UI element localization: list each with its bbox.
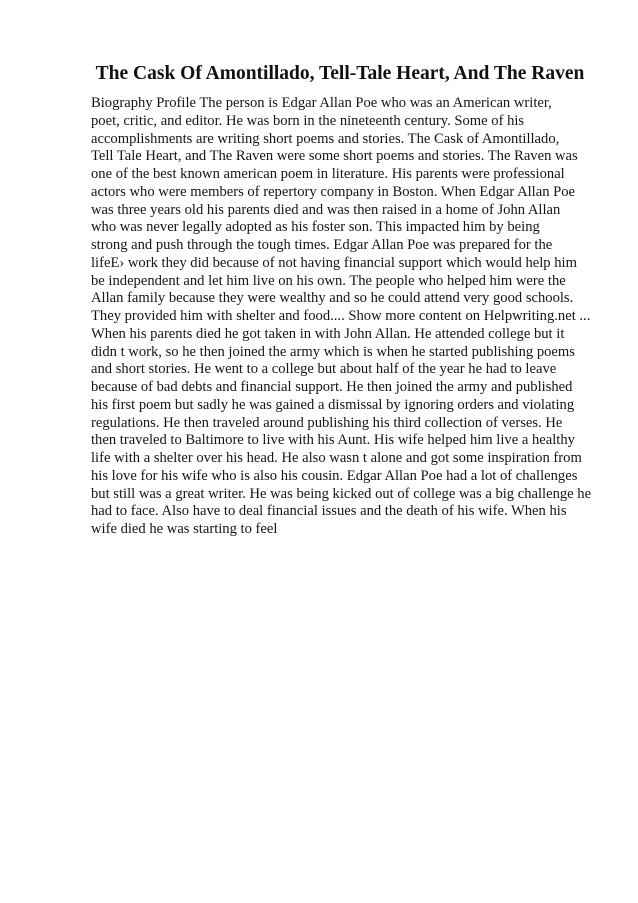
body-line: then traveled to Baltimore to live with his Aunt. His wife helped him live a healthy [91,432,575,449]
body-line: and short stories. He went to a college but about half of the year he had to leave [91,361,557,378]
body-line: who was never legally adopted as his foster son. This impacted him by being [91,219,540,236]
body-line: his love for his wife who is also his cousin. Edgar Allan Poe had a lot of challenges [91,467,578,484]
body-line: regulations. He then traveled around publishing his third collection of verses. He [91,414,563,431]
body-line: his first poem but sadly he was gained a dismissal by ignoring orders and violating [91,396,575,413]
body-line: strong and push through the tough times. Edgar Allan Poe was prepared for the [91,237,553,253]
body-line: one of the best known american poem in literature. His parents were professional [91,166,565,182]
body-line: didn t work, so he then joined the army which is when he started publishing poems [91,343,575,360]
body-line: had to face. Also have to deal financial issues and the death of his wife. When his [91,503,567,520]
body-line: accomplishments are writing short poems and stories. The Cask of Amontillado, [91,130,560,147]
body-line: lifeE› work they did because of not having financial support which would help him [91,254,577,271]
body-line: be independent and let him live on his own. The people who helped him were the [91,272,566,289]
body-line: wife died he was starting to feel [91,521,278,537]
body-line: because of bad debts and financial support. He then joined the army and published [91,379,573,395]
body-line: Tell Tale Heart, and The Raven were some short poems and stories. The Raven was [91,148,578,165]
body-line: They provided him with shelter and food.... Show more content on Helpwriting.net ... [91,308,591,324]
body-line: When his parents died he got taken in with John Allan. He attended college but it [91,325,565,342]
document-body [91,95,591,539]
body-line: actors who were members of repertory company in Boston. When Edgar Allan Poe [91,183,576,200]
body-line: life with a shelter over his head. He also wasn t alone and got some inspiration from [91,450,582,466]
document-title: The Cask Of Amontillado, Tell-Tale Heart, And The Raven [95,63,585,84]
body-line: poet, critic, and editor. He was born in the nineteenth century. Some of his [91,112,525,129]
body-line: was three years old his parents died and was then raised in a home of John Allan [91,201,561,218]
body-line: but still was a great writer. He was being kicked out of college was a big challenge he [91,485,592,502]
body-line: Allan family because they were wealthy and so he could attend very good schools. [91,290,574,307]
body-line: Biography Profile The person is Edgar Allan Poe who was an American writer, [91,95,552,111]
